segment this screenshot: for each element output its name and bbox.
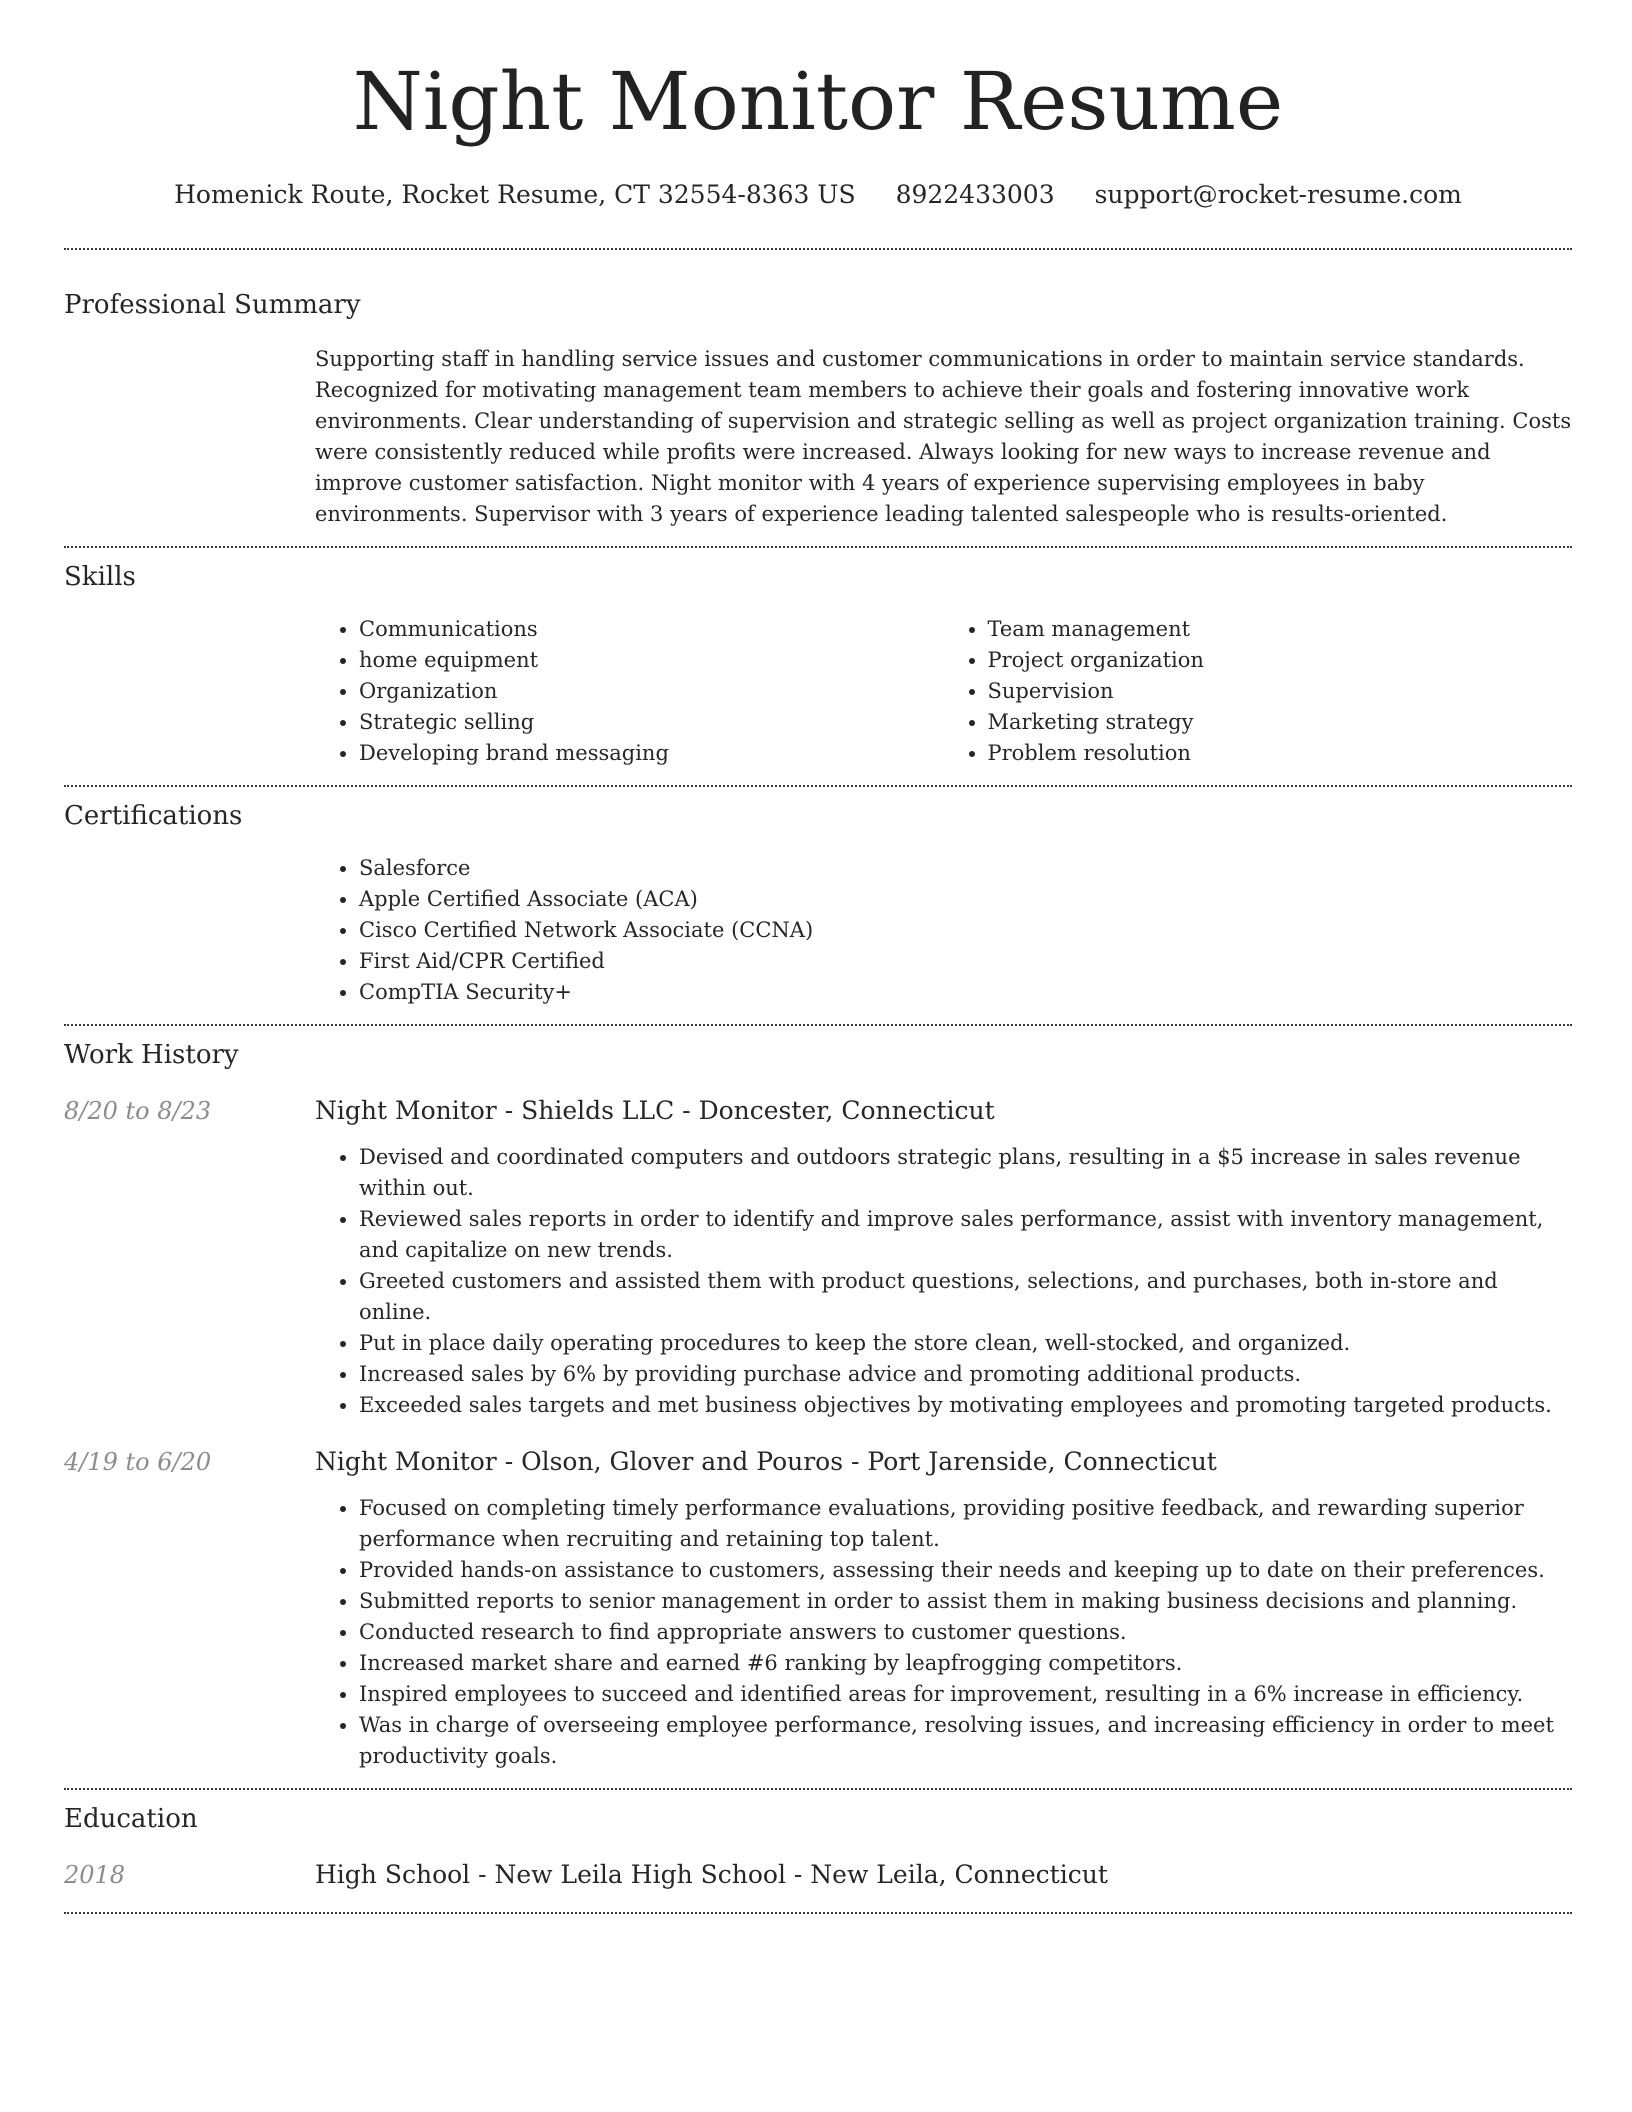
divider: [64, 1788, 1572, 1790]
certification-item: • First Aid/CPR Certified: [359, 946, 1572, 977]
contact-line: [64, 178, 1572, 212]
job-bullet: • Reviewed sales reports in order to identify and improve sales performance, assist with inventory management, and capitalize on new trends.: [359, 1204, 1572, 1266]
divider: [64, 1024, 1572, 1026]
job-entry: [64, 1094, 1572, 1128]
skill-item: • Project organization: [988, 645, 1573, 676]
job-bullet: • Submitted reports to senior management in order to assist them in making business decisions and planning.: [359, 1586, 1572, 1617]
section-title-education: Education: [64, 1804, 198, 1834]
job-entry: [64, 1445, 1572, 1479]
job-bullet: • Devised and coordinated computers and outdoors strategic plans, resulting in a $5 increase in sales revenue within out.: [359, 1142, 1572, 1204]
contact-address: Homenick Route, Rocket Resume, CT 32554-8363 US: [174, 180, 856, 209]
certification-item: • Salesforce: [359, 853, 1572, 884]
skill-item: • Problem resolution: [988, 738, 1573, 769]
job-bullet: • Exceeded sales targets and met business objectives by motivating employees and promoting targeted products.: [359, 1390, 1572, 1421]
skill-item: • Supervision: [988, 676, 1573, 707]
job-heading: Night Monitor - Olson, Glover and Pouros - Port Jarenside, Connecticut: [315, 1447, 1217, 1476]
job-bullet: • Focused on completing timely performance evaluations, providing positive feedback, and rewarding superior performance when recruiting and retaining top talent.: [359, 1493, 1572, 1555]
contact-email: support@rocket-resume.com: [1094, 180, 1462, 209]
skill-item: • Organization: [359, 676, 944, 707]
divider: [64, 248, 1572, 250]
contact-phone: 8922433003: [895, 180, 1055, 209]
education-entry: [64, 1858, 1572, 1892]
skills-column-left: [315, 614, 944, 769]
resume-page: [64, 0, 1572, 1914]
divider: [64, 546, 1572, 548]
divider: [64, 785, 1572, 787]
job-dates: 4/19 to 6/20: [64, 1448, 212, 1476]
job-bullets: [315, 1493, 1572, 1772]
job-bullet: • Conducted research to find appropriate answers to customer questions.: [359, 1617, 1572, 1648]
section-title-work-history: Work History: [64, 1040, 239, 1070]
skill-item: • home equipment: [359, 645, 944, 676]
job-bullet: • Provided hands-on assistance to customers, assessing their needs and keeping up to date on their preferences.: [359, 1555, 1572, 1586]
section-title-certifications: Certifications: [64, 801, 243, 831]
certification-item: • Apple Certified Associate (ACA): [359, 884, 1572, 915]
education-heading: High School - New Leila High School - New Leila, Connecticut: [315, 1860, 1108, 1889]
section-title-summary: Professional Summary: [64, 290, 361, 320]
job-bullets: [315, 1142, 1572, 1421]
job-dates: 8/20 to 8/23: [64, 1097, 212, 1125]
skills-column-right: [944, 614, 1573, 769]
certifications-list: [315, 853, 1572, 1008]
skills-list: [315, 614, 1572, 769]
job-bullet: • Increased market share and earned #6 ranking by leapfrogging competitors.: [359, 1648, 1572, 1679]
skill-item: • Team management: [988, 614, 1573, 645]
summary-text: Supporting staff in handling service issues and customer communications in order to maintain service standards. Recognized for motivating management team members to achieve their goals and fostering innovative work environments. Clear understanding of supervision and strategic selling as well as project organization training. Costs were consistently reduced while profits were increased. Always looking for new ways to increase revenue and improve customer satisfaction. Night monitor with 4 years of experience supervising employees in baby environments. Supervisor with 3 years of experience leading talented salespeople who is results-oriented.: [315, 347, 1572, 526]
job-bullet: • Increased sales by 6% by providing purchase advice and promoting additional products.: [359, 1359, 1572, 1390]
section-title-skills: Skills: [64, 562, 136, 592]
job-bullet: • Put in place daily operating procedures to keep the store clean, well-stocked, and organized.: [359, 1328, 1572, 1359]
job-heading: Night Monitor - Shields LLC - Doncester, Connecticut: [315, 1096, 995, 1125]
job-bullet: • Was in charge of overseeing employee performance, resolving issues, and increasing efficiency in order to meet productivity goals.: [359, 1710, 1572, 1772]
skill-item: • Developing brand messaging: [359, 738, 944, 769]
skill-item: • Strategic selling: [359, 707, 944, 738]
divider: [64, 1912, 1572, 1914]
skill-item: • Marketing strategy: [988, 707, 1573, 738]
certification-item: • Cisco Certified Network Associate (CCNA): [359, 915, 1572, 946]
resume-title: Night Monitor Resume: [352, 55, 1284, 148]
job-bullet: • Greeted customers and assisted them with product questions, selections, and purchases, both in-store and online.: [359, 1266, 1572, 1328]
job-bullet: • Inspired employees to succeed and identified areas for improvement, resulting in a 6% increase in efficiency.: [359, 1679, 1572, 1710]
skill-item: • Communications: [359, 614, 944, 645]
education-year: 2018: [64, 1861, 126, 1889]
certification-item: • CompTIA Security+: [359, 977, 1572, 1008]
